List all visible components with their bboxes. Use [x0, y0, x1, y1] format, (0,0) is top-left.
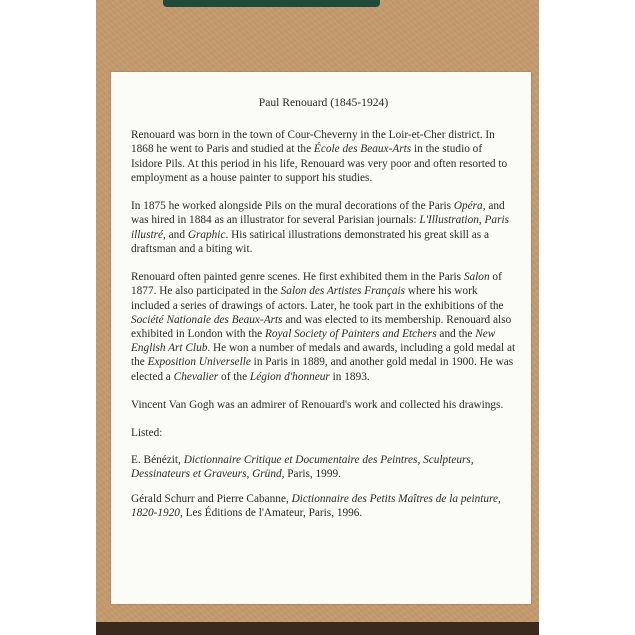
italic-run: Dictionnaire des Petits Maîtres de la peinture, 1820-1920: [131, 493, 501, 520]
text-run: and was elected to its membership. Renouard also exhibited in London with the: [131, 313, 512, 341]
italic-run: New English Art Club: [131, 328, 496, 355]
paragraph-van-gogh: [131, 398, 516, 412]
paragraph-exhibitions: [131, 270, 516, 384]
paragraph-early-life: [131, 128, 516, 185]
listed-label: Listed:: [131, 427, 163, 440]
text-run: . His satirical illustrations demonstrated his great skill as a draftsman and a biting wit.: [131, 228, 490, 255]
text-run: Renouard was born in the town of Cour-Cheverny in the Loir-et-Cher district. In 1868 he went to Paris and studied at the: [131, 129, 495, 156]
text-run: Vincent Van Gogh was an admirer of Renouard's work and collected his drawings.: [131, 399, 504, 412]
text-run: , Paris, 1999.: [281, 467, 341, 480]
text-run: in the studio of Isidore Pils. At this period in his life, Renouard was very poor and often resorted to employment as a house painter to support his studies.: [131, 143, 508, 184]
text-run: , and: [163, 228, 188, 241]
text-run: E. Bénézit,: [131, 453, 184, 466]
biography-text: [131, 96, 516, 520]
italic-run: Royal Society of Painters and Etchers: [264, 328, 437, 341]
text-run: Renouard often painted genre scenes. He first exhibited them in the Paris: [131, 271, 464, 284]
text-run: of the: [218, 370, 250, 383]
text-run: and the: [436, 328, 476, 341]
italic-run: Exposition Universelle: [147, 356, 251, 369]
green-label-strip: [163, 0, 380, 7]
italic-run: Salon: [463, 271, 490, 284]
document-title: Paul Renouard (1845-1924): [258, 96, 389, 109]
reference-benezit: [131, 453, 516, 481]
italic-run: Société Nationale des Beaux-Arts: [131, 313, 283, 326]
text-run: , and was hired in 1884 as an illustrator for several Parisian journals:: [131, 200, 505, 227]
biography-sheet: [111, 72, 531, 604]
text-run: in Paris in 1889, and another gold medal in 1900. He was elected a: [131, 356, 514, 383]
italic-run: Légion d'honneur: [249, 370, 330, 383]
italic-run: Chevalier: [173, 370, 219, 383]
text-run: in 1893.: [329, 370, 370, 383]
italic-run: Paris illustré: [131, 214, 510, 241]
text-run: of 1877. He also participated in the: [131, 271, 502, 298]
italic-run: Salon des Artistes Français: [280, 285, 406, 298]
paragraph-career: [131, 199, 516, 256]
italic-run: École des Beaux-Arts: [313, 143, 412, 156]
text-run: Gérald Schurr and Pierre Cabanne,: [131, 493, 292, 506]
text-run: , Les Éditions de l'Amateur, Paris, 1996.: [179, 507, 363, 520]
text-run: where his work included a series of drawings of actors. Later, he took part in the exhibitions of the: [131, 285, 504, 312]
text-run: ,: [478, 214, 485, 227]
italic-run: L'Illustration: [419, 214, 479, 227]
italic-run: Dictionnaire Critique et Documentaire des Peintres, Sculpteurs, Dessinateurs et Graveurs, Gründ: [131, 453, 474, 480]
frame-edge: [96, 622, 539, 635]
text-run: . He won a number of medals and awards, including a gold medal at the: [131, 342, 516, 369]
italic-run: Opéra: [453, 200, 483, 213]
reference-schurr: [131, 492, 516, 520]
text-run: In 1875 he worked alongside Pils on the mural decorations of the Paris: [131, 200, 454, 213]
italic-run: Graphic: [187, 228, 226, 241]
